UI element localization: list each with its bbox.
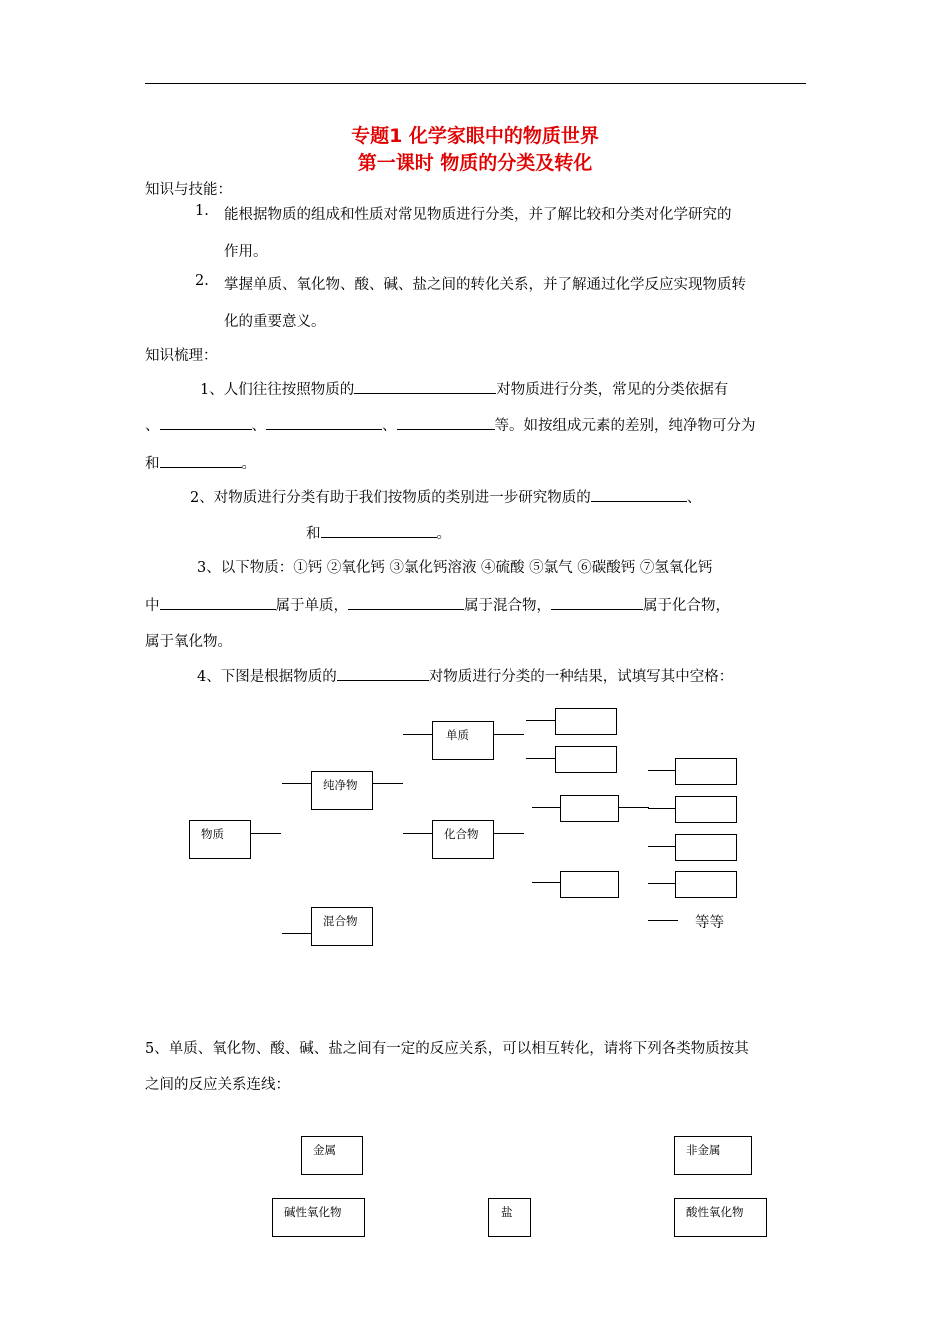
blank-box-compound-2[interactable] [560,871,619,898]
line-root-out [251,833,281,834]
q3-text-c: 属于单质， [275,598,348,614]
line-compound-out [494,833,524,834]
q1-text-b: 对物质进行分类，常见的分类依据有 [496,382,729,398]
blank-box-compound-1[interactable] [560,795,619,822]
q1-blank-1[interactable] [354,379,496,394]
line-sub-1 [648,770,676,771]
q3-text-e: 属于化合物， [643,598,730,614]
line-sub-2 [648,808,676,809]
section-heading-skills: 知识与技能： [145,182,232,198]
q1-text-f: 等。如按组成元素的差别，纯净物可分为 [494,418,756,434]
q1-text-e: 、 [382,418,397,434]
q2-line1 [190,486,701,507]
label-etc: 等等 [695,915,724,931]
q1-blank-4[interactable] [397,415,495,430]
q3-text-b: 中 [145,598,160,614]
q3-text-d: 属于混合物， [464,598,551,614]
q3-line3: 属于氧化物。 [145,634,232,650]
q2-blank-2[interactable] [321,523,437,538]
q1-blank-2[interactable] [160,415,252,430]
label-salt: 盐 [501,1205,513,1219]
line-element-in [403,734,433,735]
q2-blank-1[interactable] [591,487,687,502]
q1-text-g: 和 [145,456,160,472]
q1-text-a: 1、人们往往按照物质的 [200,382,355,398]
q4-blank-1[interactable] [337,666,429,681]
blank-box-element-1[interactable] [555,708,617,735]
line-compound-branch-1 [532,807,562,808]
q5-line1: 5、单质、氧化物、酸、碱、盐之间有一定的反应关系，可以相互转化，请将下列各类物质按其 [145,1041,749,1057]
blank-box-sub-3[interactable] [675,834,737,861]
q3-line2 [145,594,730,615]
q1-line1 [200,378,728,399]
blank-box-sub-4[interactable] [675,871,737,898]
line-sub-4 [648,883,676,884]
line-element-out [494,734,524,735]
page-title: 专题1 化学家眼中的物质世界 [351,125,599,147]
blank-box-sub-1[interactable] [675,758,737,785]
item1-line1: 能根据物质的组成和性质对常见物质进行分类，并了解比较和分类对化学研究的 [224,207,732,223]
section-heading-review: 知识梳理： [145,348,218,364]
line-element-branch-1 [526,720,556,721]
q5-line2: 之间的反应关系连线： [145,1077,290,1093]
label-nonmetal: 非金属 [686,1143,721,1157]
q1-blank-5[interactable] [160,453,242,468]
q2-line2 [306,522,451,543]
line-mixture-in [282,933,312,934]
q2-text-d: 。 [436,526,451,542]
label-mixture: 混合物 [323,914,358,928]
label-substance: 物质 [201,827,224,841]
q4-text-a: 4、下图是根据物质的 [197,669,337,685]
q3-blank-1[interactable] [160,595,276,610]
q2-text-b: 、 [686,490,702,506]
line-compound-in [403,833,433,834]
q3-blank-2[interactable] [348,595,464,610]
q2-text-c: 和 [306,526,321,542]
q3-blank-3[interactable] [551,595,643,610]
line-etc [648,920,678,921]
line-compound-sub-out [619,807,649,808]
q1-text-c: 、 [145,418,160,434]
q2-text-a: 2、对物质进行分类有助于我们按物质的类别进一步研究物质的 [190,490,591,506]
line-pure-in [282,783,312,784]
q4-line1 [197,665,733,686]
line-pure-out [373,783,403,784]
label-basic-oxide: 碱性氧化物 [284,1205,342,1219]
blank-box-element-2[interactable] [555,746,617,773]
item1-line2: 作用。 [224,244,268,260]
label-element: 单质 [446,728,469,742]
blank-box-sub-2[interactable] [675,796,737,823]
label-metal: 金属 [313,1143,336,1157]
label-compound: 化合物 [444,827,479,841]
label-pure-substance: 纯净物 [323,778,358,792]
q4-text-b: 对物质进行分类的一种结果，试填写其中空格： [428,669,734,685]
item2-line2: 化的重要意义。 [224,314,326,330]
line-sub-3 [648,846,676,847]
q1-text-h: 。 [241,456,256,472]
item2-line1: 掌握单质、氧化物、酸、碱、盐之间的转化关系，并了解通过化学反应实现物质转 [224,277,746,293]
page-subtitle: 第一课时 物质的分类及转化 [357,152,593,174]
line-compound-branch-2 [532,882,562,883]
q1-line3 [145,452,256,473]
q1-text-d: 、 [251,418,266,434]
line-element-branch-2 [526,758,556,759]
header-rule [145,83,806,84]
item2-number: 2. [195,273,209,289]
q1-line2 [145,414,756,435]
label-acidic-oxide: 酸性氧化物 [686,1205,744,1219]
q3-line1: 3、以下物质：①钙 ②氧化钙 ③氯化钙溶液 ④硫酸 ⑤氯气 ⑥碳酸钙 ⑦氢氧化钙 [197,560,713,576]
item1-number: 1. [195,203,209,219]
q1-blank-3[interactable] [266,415,382,430]
